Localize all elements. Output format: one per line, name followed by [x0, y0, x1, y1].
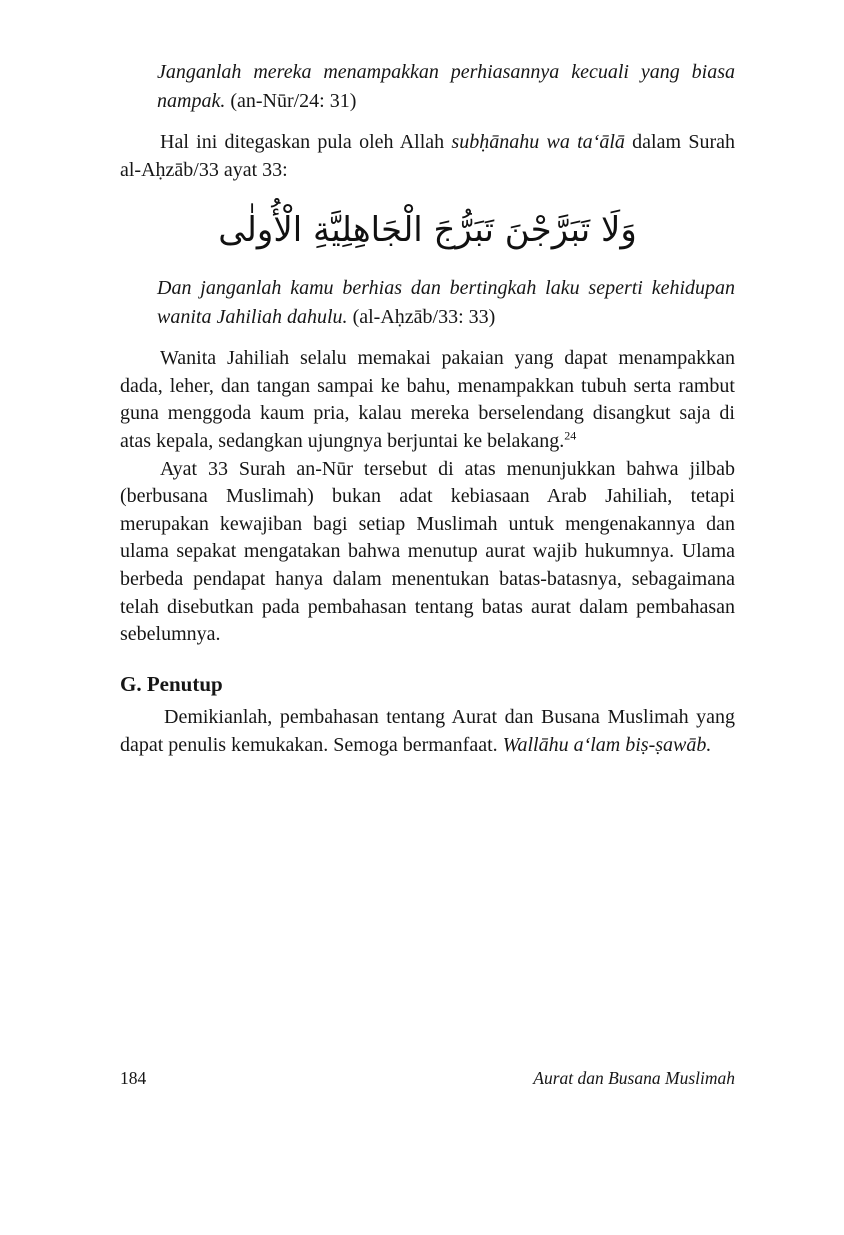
paragraph-closing [120, 703, 735, 759]
quran-translation-quote-2 [157, 274, 735, 332]
paragraph-closing-arabic-phrase: Wallāhu a‘lam biṣ-ṣawāb. [502, 733, 712, 756]
quote-2-reference: (al-Aḥzāb/33: 33) [347, 306, 496, 329]
paragraph-intro-part3: dalam Surah al-Aḥzāb/33 ayat 33: [120, 131, 735, 181]
quote-1-reference: (an-Nūr/24: 31) [225, 90, 357, 112]
paragraph-ayat-33: Ayat 33 Surah an-Nūr tersebut di atas menunjukkan bahwa jilbab (berbusana Muslimah) bukan adat kebiasaan Arab Jahiliah, tetapi merupakan kewajiban bagi setiap Muslimah untuk mengenakannya dan ulama sepakat mengatakan bahwa menutup aurat wajib hukumnya. Ulama berbeda pendapat hanya dalam menentukan batas-batasnya, sebagaimana telah disebutkan pada pembahasan tentang batas aurat dalam pembahasan sebelumnya. [120, 457, 735, 646]
quote-1-text: Janganlah mereka menampakkan perhiasannya kecuali yang biasa nampak. [157, 61, 735, 112]
paragraph-intro [120, 129, 735, 184]
running-title: Aurat dan Busana Muslimah [533, 1068, 735, 1088]
paragraph-wanita-jahiliah-text: Wanita Jahiliah selalu memakai pakaian yang dapat menampakkan dada, leher, dan tangan sampai ke bahu, menampakkan tubuh serta rambut guna menggoda kaum pria, kalau mereka berselendang disangkut saja di atas kepala, sedangkan ujungnya berjuntai ke belakang. [120, 347, 735, 452]
paragraph-wanita-jahiliah [120, 345, 735, 455]
footnote-ref-24: 24 [564, 428, 577, 443]
quote-2-text: Dan janganlah kamu berhias dan bertingkah laku seperti kehidupan wanita Jahiliah dahulu. [157, 277, 735, 329]
page-footer [120, 1068, 735, 1089]
paragraph-closing-text: Demikianlah, pembahasan tentang Aurat dan Busana Muslimah yang dapat penulis kemukakan. Semoga bermanfaat. [120, 705, 735, 756]
arabic-verse: وَلَا تَبَرَّجْنَ تَبَرُّجَ الْجَاهِلِيَّةِ الْأُولٰى [218, 210, 637, 251]
paragraph-intro-honorific: subḥānahu wa ta‘ālā [451, 131, 625, 153]
paragraph-intro-part1: Hal ini ditegaskan pula oleh Allah [160, 131, 452, 153]
page-number: 184 [120, 1068, 147, 1088]
quran-translation-quote-1 [157, 58, 735, 116]
section-heading-penutup: G. Penutup [120, 671, 223, 696]
